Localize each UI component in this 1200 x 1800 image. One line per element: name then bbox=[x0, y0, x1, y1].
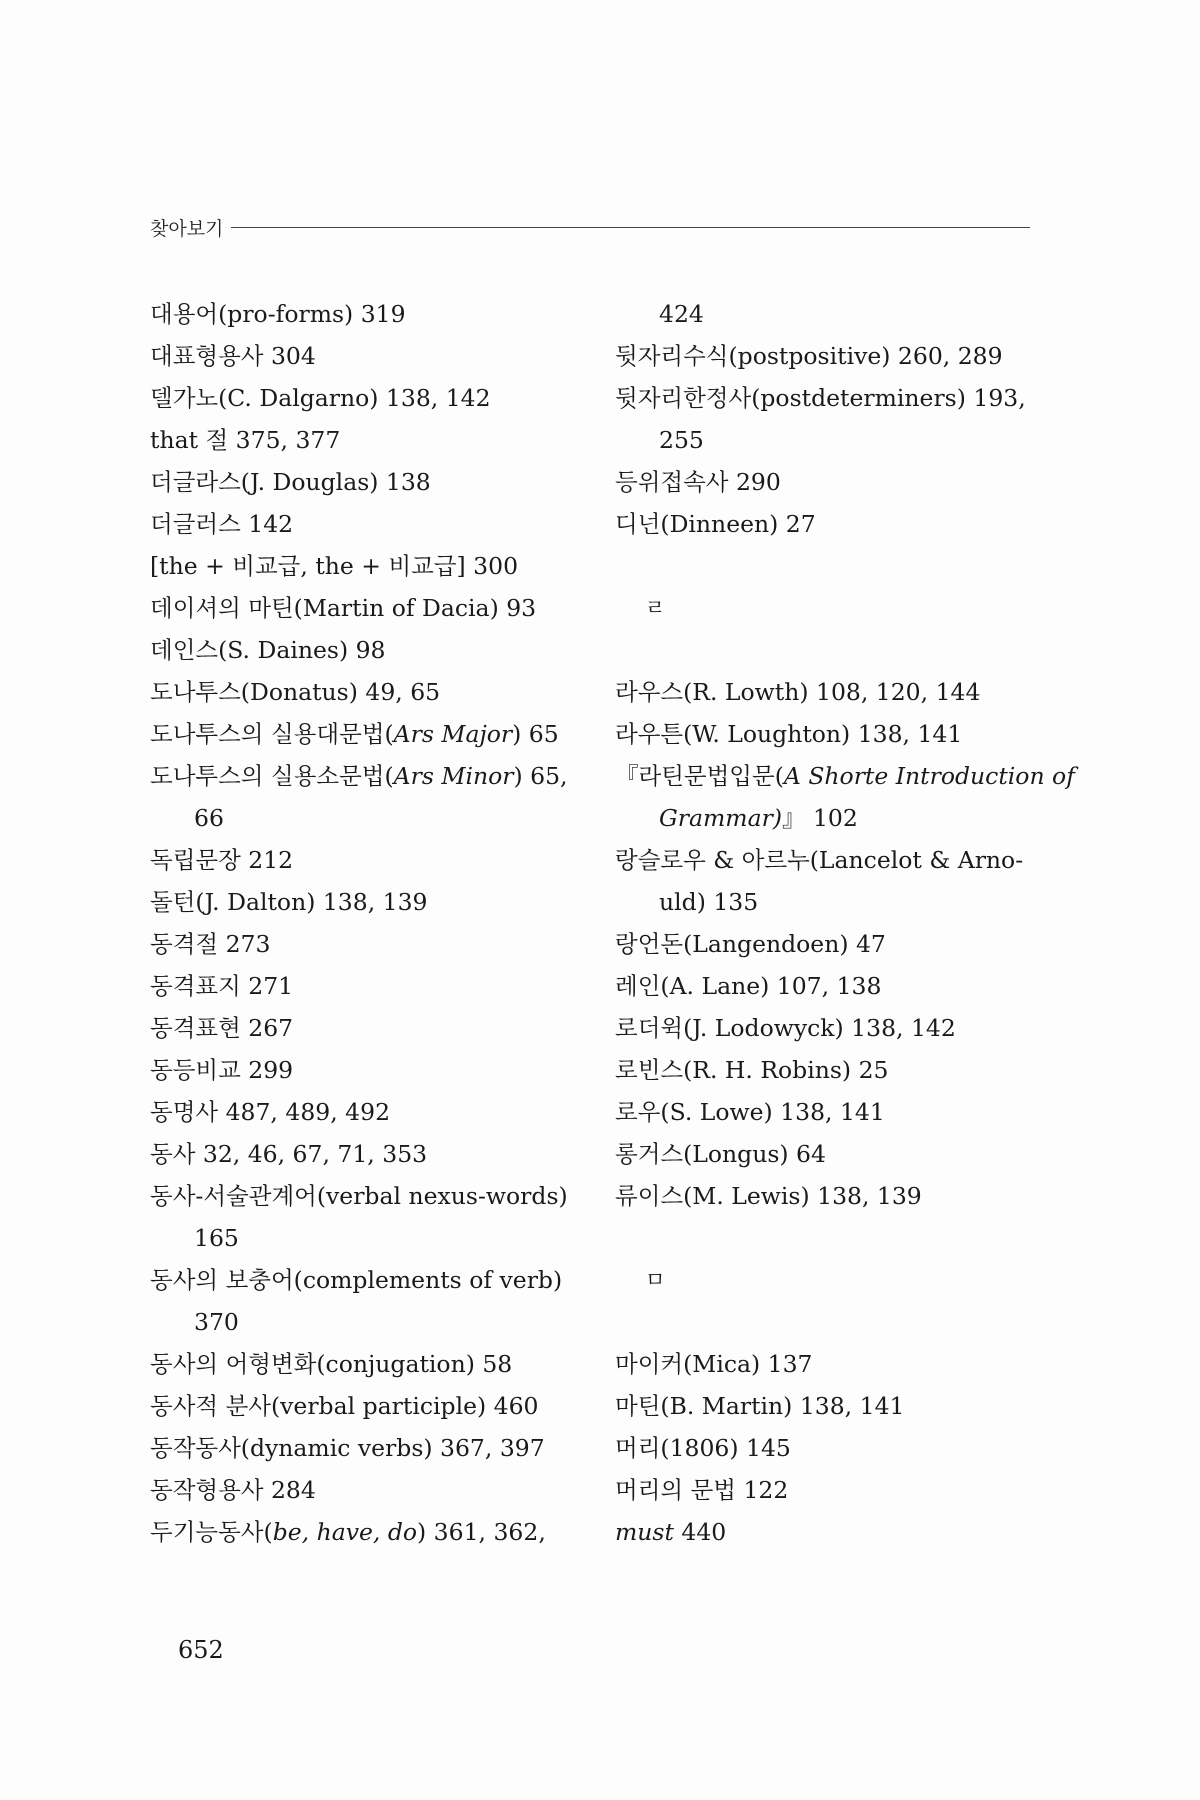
running-head-title: 찾아보기 bbox=[150, 218, 224, 240]
index-entry: 동사 32, 46, 67, 71, 353 bbox=[150, 1140, 428, 1168]
index-entry-continuation: 370 bbox=[194, 1308, 239, 1336]
index-entry-continuation: 424 bbox=[659, 300, 704, 328]
index-entry: 라우스(R. Lowth) 108, 120, 144 bbox=[615, 678, 981, 706]
index-entry: 동작형용사 284 bbox=[150, 1476, 316, 1504]
index-entry: 라우튼(W. Loughton) 138, 141 bbox=[615, 720, 963, 748]
index-entry: 롱거스(Longus) 64 bbox=[615, 1140, 826, 1168]
index-entry: 뒷자리한정사(postdeterminers) 193, bbox=[615, 384, 1026, 412]
spacer bbox=[615, 629, 1045, 671]
index-entry: 동사의 보충어(complements of verb) bbox=[150, 1266, 563, 1294]
index-entry: 동사-서술관계어(verbal nexus-words) bbox=[150, 1182, 568, 1210]
spacer bbox=[615, 1217, 1045, 1259]
index-entry: 머리의 문법 122 bbox=[615, 1476, 789, 1504]
index-entry: 랑언돈(Langendoen) 47 bbox=[615, 930, 886, 958]
page-number: 652 bbox=[178, 1636, 224, 1664]
page-header bbox=[150, 214, 1030, 241]
index-entry: 마이커(Mica) 137 bbox=[615, 1350, 813, 1378]
index-entry: 등위접속사 290 bbox=[615, 468, 781, 496]
index-entry: 동명사 487, 489, 492 bbox=[150, 1098, 391, 1126]
index-entry: 로더윅(J. Lodowyck) 138, 142 bbox=[615, 1014, 956, 1042]
index-entry: 동작동사(dynamic verbs) 367, 397 bbox=[150, 1434, 545, 1462]
index-entry: 데인스(S. Daines) 98 bbox=[150, 636, 386, 664]
index-entry: 더글라스(J. Douglas) 138 bbox=[150, 468, 431, 496]
index-entry: 뒷자리수식(postpositive) 260, 289 bbox=[615, 342, 1003, 370]
index-entry: 동등비교 299 bbox=[150, 1056, 294, 1084]
index-entry: 도나투스(Donatus) 49, 65 bbox=[150, 678, 441, 706]
index-entry: 레인(A. Lane) 107, 138 bbox=[615, 972, 882, 1000]
index-entry-continuation: 66 bbox=[194, 804, 224, 832]
index-entry: [the + 비교급, the + 비교급] 300 bbox=[150, 552, 519, 580]
index-entry: 도나투스의 실용소문법(Ars Minor) 65, bbox=[150, 762, 568, 790]
index-entry: 대표형용사 304 bbox=[150, 342, 316, 370]
index-entry: 디넌(Dinneen) 27 bbox=[615, 510, 816, 538]
index-entry: that 절 375, 377 bbox=[150, 426, 341, 454]
index-entry: 대용어(pro-forms) 319 bbox=[150, 300, 406, 328]
index-entry: 머리(1806) 145 bbox=[615, 1434, 791, 1462]
index-entry: 로빈스(R. H. Robins) 25 bbox=[615, 1056, 889, 1084]
index-entry: 독립문장 212 bbox=[150, 846, 294, 874]
index-entry: 동격절 273 bbox=[150, 930, 271, 958]
section-letter: ㄹ bbox=[645, 596, 666, 620]
index-entry: 더글러스 142 bbox=[150, 510, 294, 538]
spacer bbox=[615, 1301, 1045, 1343]
index-entry: 동격표현 267 bbox=[150, 1014, 294, 1042]
index-entry-continuation: 255 bbox=[659, 426, 704, 454]
index-entry: 동사의 어형변화(conjugation) 58 bbox=[150, 1350, 513, 1378]
index-entry: 돌턴(J. Dalton) 138, 139 bbox=[150, 888, 428, 916]
header-rule bbox=[231, 227, 1030, 228]
index-entry-continuation: 165 bbox=[194, 1224, 239, 1252]
section-letter: ㅁ bbox=[645, 1268, 666, 1292]
index-entry: 데이셔의 마틴(Martin of Dacia) 93 bbox=[150, 594, 537, 622]
index-entry: 델가노(C. Dalgarno) 138, 142 bbox=[150, 384, 491, 412]
index-entry: 동사적 분사(verbal participle) 460 bbox=[150, 1392, 539, 1420]
spacer bbox=[615, 545, 1045, 587]
index-entry-continuation: uld) 135 bbox=[659, 888, 759, 916]
index-entry: 로우(S. Lowe) 138, 141 bbox=[615, 1098, 885, 1126]
index-column-left bbox=[150, 293, 580, 1553]
index-entry: 두기능동사(be, have, do) 361, 362, bbox=[150, 1518, 546, 1546]
index-column-right bbox=[615, 293, 1075, 1553]
index-entry-continuation: Grammar)』 102 bbox=[659, 804, 858, 832]
index-entry: 랑슬로우 & 아르누(Lancelot & Arno- bbox=[615, 846, 1024, 874]
index-entry: 도나투스의 실용대문법(Ars Major) 65 bbox=[150, 720, 559, 748]
index-entry: 『라틴문법입문(A Shorte Introduction of bbox=[615, 762, 1075, 790]
index-entry: 마틴(B. Martin) 138, 141 bbox=[615, 1392, 905, 1420]
index-entry: must 440 bbox=[615, 1518, 727, 1546]
index-entry: 동격표지 271 bbox=[150, 972, 294, 1000]
index-entry: 류이스(M. Lewis) 138, 139 bbox=[615, 1182, 922, 1210]
